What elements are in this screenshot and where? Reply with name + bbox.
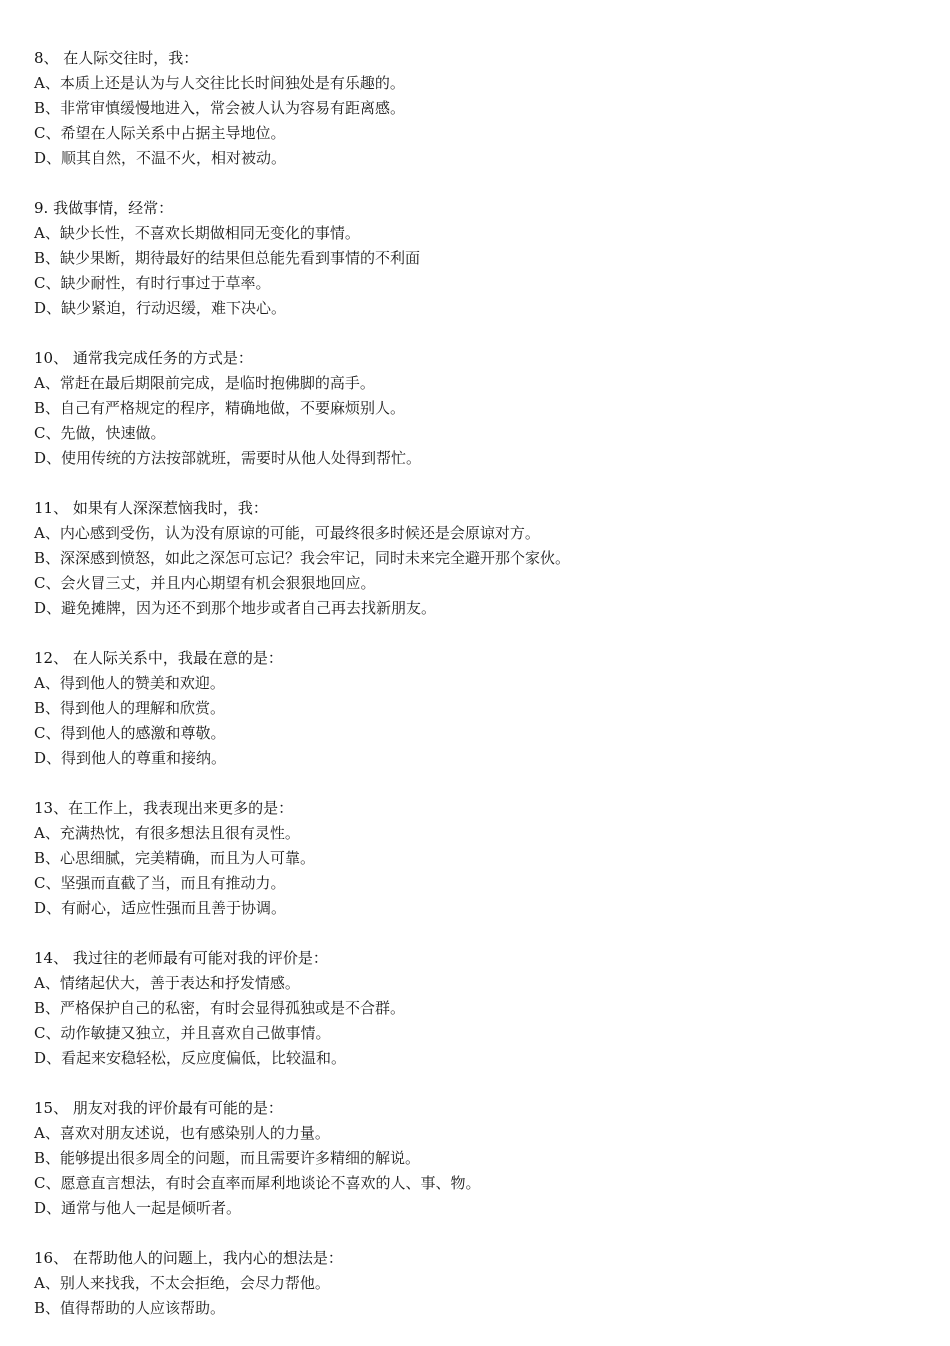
question-8 xyxy=(34,46,924,171)
option-c: C、先做，快速做。 xyxy=(34,424,166,442)
option-b: B、得到他人的理解和欣赏。 xyxy=(34,699,226,717)
option-b: B、自己有严格规定的程序，精确地做，不要麻烦别人。 xyxy=(34,399,406,417)
option-b: B、严格保护自己的私密，有时会显得孤独或是不合群。 xyxy=(34,999,406,1017)
questionnaire-page xyxy=(34,46,924,1346)
option-a: A、别人来找我，不太会拒绝，会尽力帮他。 xyxy=(34,1274,330,1292)
question-15 xyxy=(34,1096,924,1221)
option-b: B、能够提出很多周全的问题，而且需要许多精细的解说。 xyxy=(34,1149,421,1167)
option-a: A、内心感到受伤，认为没有原谅的可能，可最终很多时候还是会原谅对方。 xyxy=(34,524,540,542)
question-prompt: 16、 在帮助他人的问题上，我内心的想法是： xyxy=(34,1249,343,1267)
question-prompt: 15、 朋友对我的评价最有可能的是： xyxy=(34,1099,283,1117)
option-a: A、本质上还是认为与人交往比长时间独处是有乐趣的。 xyxy=(34,74,405,92)
option-a: A、情绪起伏大，善于表达和抒发情感。 xyxy=(34,974,300,992)
question-14 xyxy=(34,946,924,1071)
option-b: B、深深感到愤怒，如此之深怎可忘记？我会牢记，同时未来完全避开那个家伙。 xyxy=(34,549,571,567)
question-prompt: 13、在工作上，我表现出来更多的是： xyxy=(34,799,294,817)
question-prompt: 14、 我过往的老师最有可能对我的评价是： xyxy=(34,949,328,967)
option-b: B、非常审慎缓慢地进入，常会被人认为容易有距离感。 xyxy=(34,99,406,117)
option-c: C、动作敏捷又独立，并且喜欢自己做事情。 xyxy=(34,1024,331,1042)
option-c: C、愿意直言想法，有时会直率而犀利地谈论不喜欢的人、事、物。 xyxy=(34,1174,481,1192)
option-b: B、值得帮助的人应该帮助。 xyxy=(34,1299,226,1317)
question-prompt: 12、 在人际关系中，我最在意的是： xyxy=(34,649,283,667)
option-d: D、避免摊牌，因为还不到那个地步或者自己再去找新朋友。 xyxy=(34,599,437,617)
option-a: A、得到他人的赞美和欢迎。 xyxy=(34,674,225,692)
option-d: D、有耐心，适应性强而且善于协调。 xyxy=(34,899,287,917)
question-16 xyxy=(34,1246,924,1321)
option-c: C、缺少耐性，有时行事过于草率。 xyxy=(34,274,271,292)
question-prompt: 8、 在人际交往时，我： xyxy=(34,49,199,67)
question-9 xyxy=(34,196,924,321)
option-b: B、缺少果断，期待最好的结果但总能先看到事情的不利面 xyxy=(34,249,421,267)
option-a: A、缺少长性，不喜欢长期做相同无变化的事情。 xyxy=(34,224,360,242)
option-a: A、常赶在最后期限前完成，是临时抱佛脚的高手。 xyxy=(34,374,375,392)
option-c: C、坚强而直截了当，而且有推动力。 xyxy=(34,874,286,892)
question-11 xyxy=(34,496,924,621)
option-d: D、缺少紧迫，行动迟缓，难下决心。 xyxy=(34,299,287,317)
question-prompt: 9. 我做事情，经常： xyxy=(34,199,174,217)
question-10 xyxy=(34,346,924,471)
option-a: A、喜欢对朋友述说，也有感染别人的力量。 xyxy=(34,1124,330,1142)
option-d: D、得到他人的尊重和接纳。 xyxy=(34,749,227,767)
option-c: C、希望在人际关系中占据主导地位。 xyxy=(34,124,286,142)
option-c: C、会火冒三丈，并且内心期望有机会狠狠地回应。 xyxy=(34,574,376,592)
option-c: C、得到他人的感激和尊敬。 xyxy=(34,724,226,742)
option-b: B、心思细腻，完美精确，而且为人可靠。 xyxy=(34,849,316,867)
option-a: A、充满热忱，有很多想法且很有灵性。 xyxy=(34,824,300,842)
question-prompt: 10、 通常我完成任务的方式是： xyxy=(34,349,253,367)
option-d: D、顺其自然，不温不火，相对被动。 xyxy=(34,149,287,167)
option-d: D、使用传统的方法按部就班，需要时从他人处得到帮忙。 xyxy=(34,449,422,467)
option-d: D、通常与他人一起是倾听者。 xyxy=(34,1199,242,1217)
question-13 xyxy=(34,796,924,921)
question-12 xyxy=(34,646,924,771)
option-d: D、看起来安稳轻松，反应度偏低，比较温和。 xyxy=(34,1049,347,1067)
question-prompt: 11、 如果有人深深惹恼我时，我： xyxy=(34,499,268,517)
